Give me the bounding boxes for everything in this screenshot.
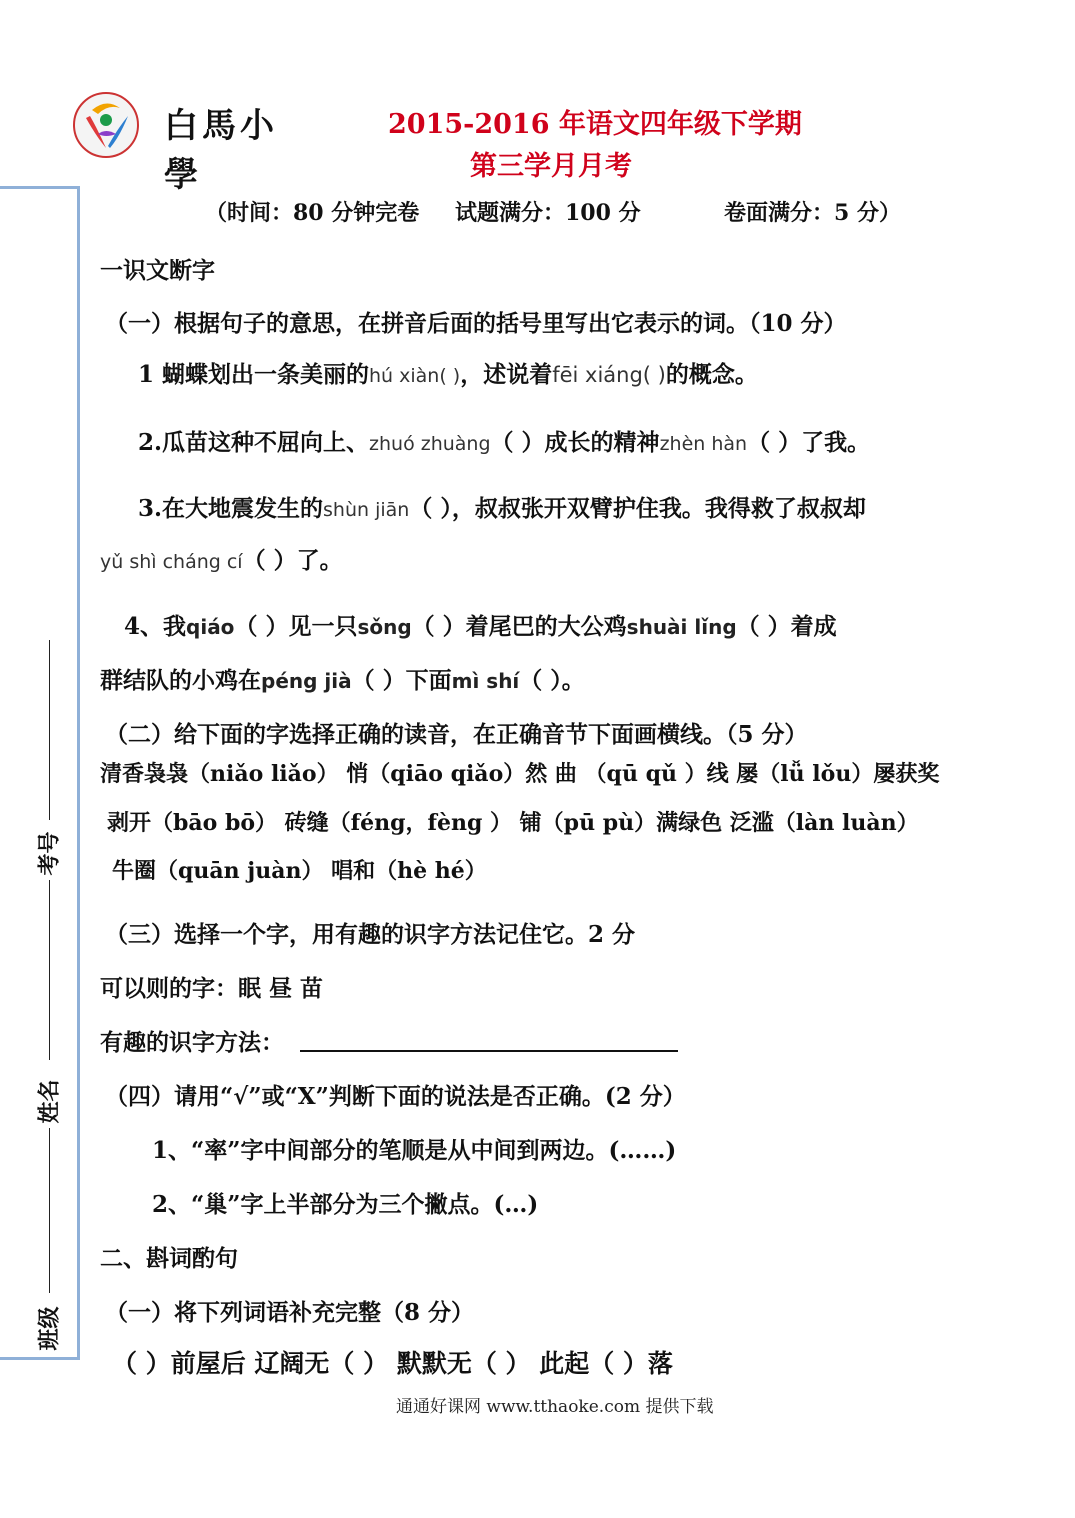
- question-1: [138, 356, 758, 389]
- question-2: [138, 424, 870, 457]
- q3-text-c: （ ）了。: [242, 547, 343, 574]
- question-4: [124, 608, 837, 641]
- q4-text-e: 群结队的小鸡在: [100, 667, 261, 694]
- q4-pinyin-4: péng jià: [261, 669, 352, 693]
- q3-pinyin-1: shùn jiān: [323, 499, 410, 521]
- part3-method-label: 有趣的识字方法：: [100, 1029, 284, 1056]
- part3-heading: （三）选择一个字，用有趣的识字方法记住它。2 分: [105, 921, 636, 948]
- footer-text: 通通好课网 www.tthaoke.com 提供下载: [396, 1397, 714, 1417]
- part4-question-1: 1、“率”字中间部分的笔顺是从中间到两边。(……): [152, 1137, 677, 1164]
- q4-pinyin-1: qiáo: [186, 615, 235, 639]
- class-line[interactable]: [49, 1128, 50, 1293]
- school-name: 白馬小學: [164, 106, 278, 195]
- name-label: 姓名: [36, 1079, 63, 1124]
- section2-title: 二、斟词酌句: [100, 1245, 238, 1272]
- section1-title: 一识文断字: [100, 257, 215, 284]
- question-3-continued: [100, 542, 343, 575]
- part4-question-2: 2、“巢”字上半部分为三个撇点。(…): [152, 1191, 539, 1218]
- part5-row: （ ）前屋后 辽阔无（ ） 默默无（ ） 此起（ ）落: [112, 1349, 673, 1378]
- class-label: 班级: [36, 1306, 63, 1351]
- q2-text-b: （ ）成长的精神: [490, 429, 660, 456]
- answer-line[interactable]: [300, 1050, 678, 1052]
- part4-heading: （四）请用“√”或“X”判断下面的说法是否正确。(2 分）: [105, 1083, 686, 1110]
- exam-title-line2: 第三学月月考: [470, 151, 632, 182]
- question-4-continued: [100, 662, 585, 695]
- q3-pinyin-2: yǔ shì cháng cí: [100, 551, 243, 573]
- q4-text-g: （ ）。: [519, 667, 585, 694]
- q2-pinyin-2: zhèn hàn: [659, 433, 748, 455]
- name-line[interactable]: [49, 880, 50, 1060]
- q1-text-a: 1 蝴蝶划出一条美丽的: [138, 361, 370, 388]
- part5-heading: （一）将下列词语补充完整（8 分）: [105, 1299, 475, 1326]
- q4-pinyin-3: shuài lǐng: [626, 615, 737, 639]
- q4-text-a: 4、我: [124, 613, 187, 640]
- q3-text-b: （ ），叔叔张开双臂护住我。我得救了叔叔却: [409, 495, 866, 522]
- q1-text-b: ，述说着: [460, 361, 553, 388]
- question-3: [138, 490, 866, 523]
- exam-number-line[interactable]: [49, 640, 50, 820]
- part1-heading: （一）根据句子的意思，在拼音后面的括号里写出它表示的词。（10 分）: [105, 310, 847, 337]
- exam-title-line1: 2015-2016 年语文四年级下学期: [388, 109, 802, 140]
- part3-chars: 可以则的字：眠 昼 苗: [100, 975, 324, 1002]
- q1-pinyin-2: fēi xiáng( ): [552, 363, 666, 387]
- q4-pinyin-5: mì shí: [451, 669, 520, 693]
- q3-text-a: 3.在大地震发生的: [138, 495, 324, 522]
- q4-text-b: （ ）见一只: [234, 613, 358, 640]
- q1-pinyin-1: hú xiàn( ): [369, 365, 461, 387]
- part2-row2: 剥开（bāo bō） 砖缝（féng，fèng ） 铺（pū pù）满绿色 泛滥（làn luàn）: [107, 810, 919, 836]
- exam-face-score: 卷面满分：5 分）: [724, 200, 901, 226]
- school-emblem-icon: [68, 88, 148, 162]
- part2-heading: （二）给下面的字选择正确的读音，在正确音节下面画横线。（5 分）: [105, 721, 808, 748]
- q4-text-c: （ ）着尾巴的大公鸡: [411, 613, 627, 640]
- part2-row3: 牛圈（quān juàn） 唱和（hè hé）: [112, 858, 487, 884]
- exam-number-label: 考号: [36, 831, 63, 876]
- q2-text-c: （ ）了我。: [747, 429, 871, 456]
- exam-full-score: 试题满分：100 分: [455, 200, 641, 226]
- q4-text-f: （ ）下面: [351, 667, 452, 694]
- part2-row1: 清香袅袅（niǎo liǎo） 悄（qiāo qiǎo）然 曲 （qū qǔ ）线 屡（lǚ lǒu）屡获奖: [100, 761, 940, 787]
- school-logo: [68, 88, 308, 195]
- binding-margin-box: [0, 186, 80, 1360]
- q2-text-a: 2.瓜苗这种不屈向上、: [138, 429, 370, 456]
- q2-pinyin-1: zhuó zhuàng: [369, 433, 491, 455]
- q4-text-d: （ ）着成: [736, 613, 837, 640]
- q1-text-c: 的概念。: [665, 361, 758, 388]
- q4-pinyin-2: sǒng: [357, 615, 412, 639]
- exam-time: （时间：80 分钟完卷: [205, 200, 420, 226]
